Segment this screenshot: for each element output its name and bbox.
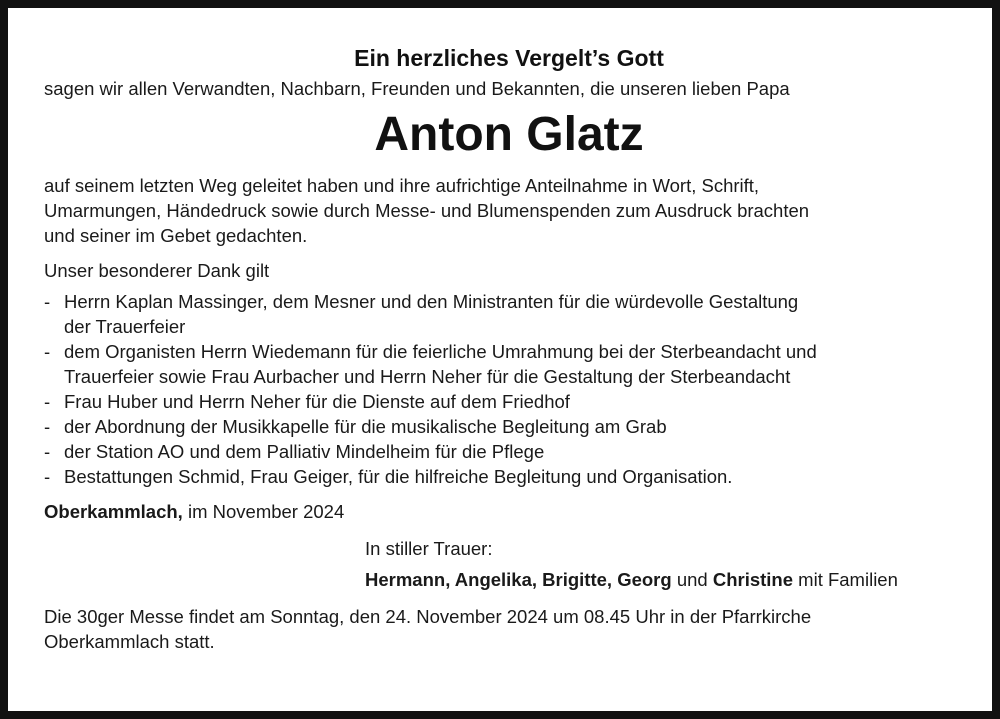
- place-name: Oberkammlach,: [44, 501, 183, 522]
- date-text: im November 2024: [182, 501, 345, 522]
- list-item: [44, 289, 974, 339]
- bullet-dash: -: [44, 391, 51, 412]
- list-item-line: Frau Huber und Herrn Neher für die Dienste auf dem Friedhof: [64, 391, 570, 412]
- footer-line: Die 30ger Messe findet am Sonntag, den 24. November 2024 um 08.45 Uhr in der Pfarrkirche: [44, 606, 812, 627]
- notice-content: [44, 36, 974, 654]
- footer-line: Oberkammlach statt.: [44, 631, 215, 652]
- list-item-line: der Station AO und dem Palliativ Mindelheim für die Pflege: [64, 441, 545, 462]
- deceased-name: Anton Glatz: [374, 108, 644, 161]
- mourner-last: Christine: [712, 569, 794, 590]
- body-line: und seiner im Gebet gedachten.: [44, 225, 308, 246]
- mourners-suffix: mit Familien: [793, 569, 898, 590]
- list-item: [44, 439, 974, 464]
- mourning-label: In stiller Trauer:: [365, 538, 493, 559]
- list-item-line: Bestattungen Schmid, Frau Geiger, für die hilfreiche Begleitung und Organisation.: [64, 466, 733, 487]
- place-date: [44, 499, 974, 524]
- list-item-line: der Abordnung der Musikkapelle für die musikalische Begleitung am Grab: [64, 416, 667, 437]
- list-item-line: der Trauerfeier: [64, 316, 186, 337]
- bullet-dash: -: [44, 341, 51, 362]
- body-paragraph: [44, 173, 974, 248]
- intro-text: sagen wir allen Verwandten, Nachbarn, Freunden und Bekannten, die unseren lieben Papa: [44, 78, 790, 99]
- list-item-line: dem Organisten Herrn Wiedemann für die feierliche Umrahmung bei der Sterbeandacht und: [64, 341, 817, 362]
- bullet-dash: -: [44, 441, 51, 462]
- thanks-list: [44, 289, 974, 489]
- notice-heading: Ein herzliches Vergelt’s Gott: [354, 45, 664, 71]
- body-line: Umarmungen, Händedruck sowie durch Messe- und Blumenspenden zum Ausdruck brachten: [44, 200, 810, 221]
- mourner-names: Hermann, Angelika, Brigitte, Georg: [365, 569, 672, 590]
- footer-paragraph: [44, 604, 974, 654]
- mourners-und: und: [671, 569, 713, 590]
- bullet-dash: -: [44, 291, 51, 312]
- bullet-dash: -: [44, 416, 51, 437]
- bullet-dash: -: [44, 466, 51, 487]
- list-item: [44, 464, 974, 489]
- body-line: auf seinem letzten Weg geleitet haben und ihre aufrichtige Anteilnahme in Wort, Schrift,: [44, 175, 760, 196]
- list-item-line: Trauerfeier sowie Frau Aurbacher und Herrn Neher für die Gestaltung der Sterbeandacht: [64, 366, 791, 387]
- list-item: [44, 414, 974, 439]
- list-item: [44, 339, 974, 389]
- list-item-line: Herrn Kaplan Massinger, dem Mesner und den Ministranten für die würdevolle Gestaltung: [64, 291, 799, 312]
- thanks-intro: Unser besonderer Dank gilt: [44, 260, 270, 281]
- list-item: [44, 389, 974, 414]
- mourners-line: [365, 567, 974, 592]
